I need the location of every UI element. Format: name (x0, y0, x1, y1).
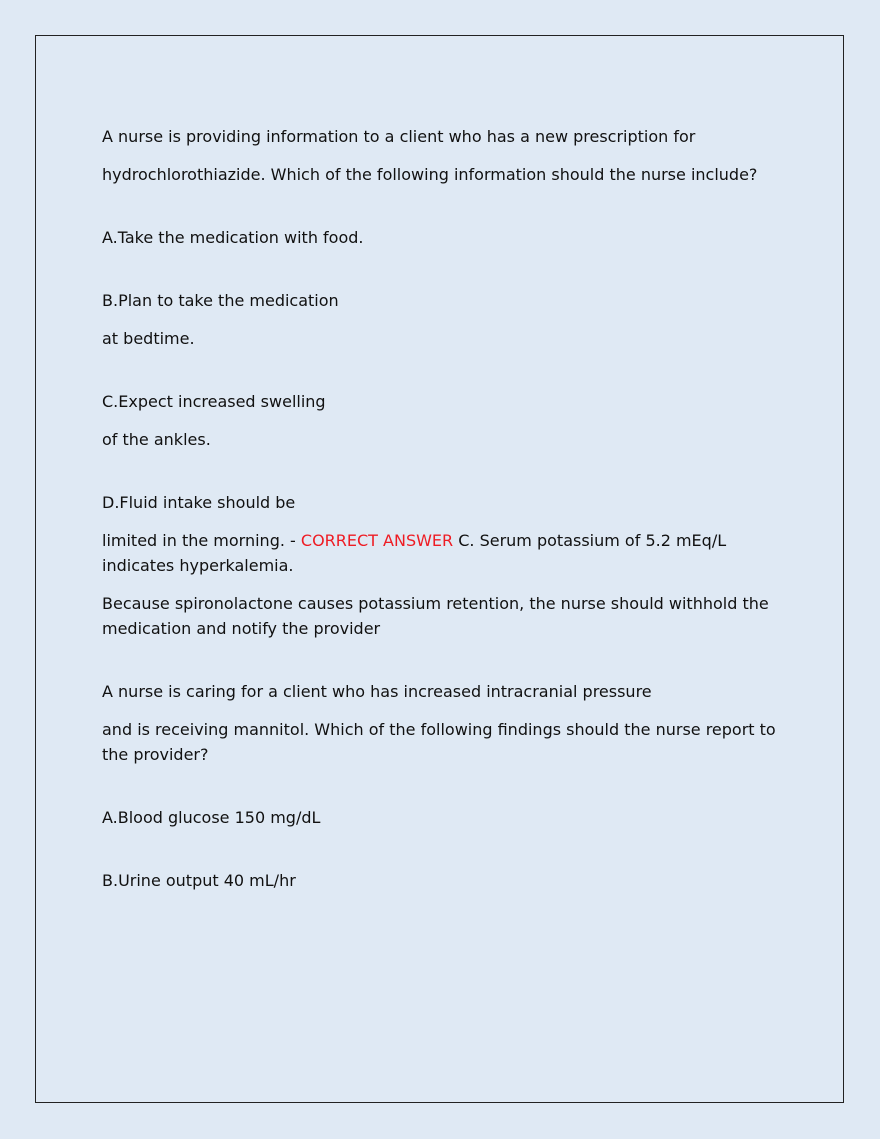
question1-option-a: A.Take the medication with food. (102, 228, 364, 247)
spacer (102, 465, 792, 490)
spacer (102, 780, 792, 805)
question1-option-c-line2: of the ankles. (102, 430, 211, 449)
question1-option-b-line2: at bedtime. (102, 329, 195, 348)
question2-stem-line2: and is receiving mannitol. Which of the following findings should the nurse report to the provider? (102, 720, 776, 764)
question1-option-b-line1: B.Plan to take the medication (102, 291, 339, 310)
question1-answer-paragraph (102, 528, 792, 578)
spacer (102, 263, 792, 288)
question1-option-c-line1: C.Expect increased swelling (102, 392, 326, 411)
question1-option-d-line2: limited in the morning. - (102, 531, 301, 550)
document-content (102, 124, 792, 906)
question1-stem-line2: hydrochlorothiazide. Which of the following information should the nurse include? (102, 165, 758, 184)
correct-answer-label: CORRECT ANSWER (300, 531, 454, 550)
spacer (102, 364, 792, 389)
question1-rationale: Because spironolactone causes potassium retention, the nurse should withhold the medication and notify the provider (102, 594, 769, 638)
question1-stem-line1: A nurse is providing information to a client who has a new prescription for (102, 127, 696, 146)
question2-option-a: A.Blood glucose 150 mg/dL (102, 808, 321, 827)
spacer (102, 200, 792, 225)
question2-stem-line1: A nurse is caring for a client who has increased intracranial pressure (102, 682, 652, 701)
spacer (102, 843, 792, 868)
spacer (102, 654, 792, 679)
question1-option-d-line1: D.Fluid intake should be (102, 493, 296, 512)
question1-answer-text: C. Serum potassium of 5.2 mEq/L indicates hyperkalemia. (102, 531, 727, 575)
question2-option-b: B.Urine output 40 mL/hr (102, 871, 296, 890)
